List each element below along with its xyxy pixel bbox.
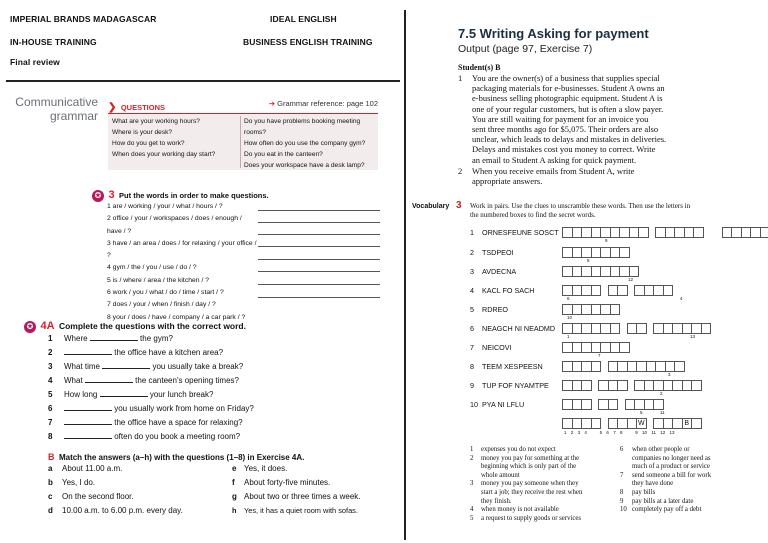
clue-item: 5 a request to supply goods or services	[470, 514, 582, 522]
exercise-4a-title: Complete the questions with the correct word.	[58, 321, 246, 331]
fill-blank[interactable]	[85, 374, 133, 383]
section-line1: Communicative	[15, 95, 98, 109]
review-label: Final review	[10, 57, 60, 67]
box-number: 8	[587, 258, 590, 263]
table-row: Do you have problems booking meeting rooms?	[244, 118, 361, 136]
text-line: one of your regular customers, but is often a slow payer.	[472, 103, 664, 114]
task-2	[458, 166, 758, 186]
list-item: a About 11.00 a.m.	[48, 464, 123, 473]
vocabulary-instructions	[470, 202, 765, 220]
table-divider	[240, 116, 241, 168]
word-10: 10 PYA NI LFLU	[470, 400, 525, 409]
answer-line[interactable]	[258, 210, 380, 211]
student-label: Student(s) B	[458, 63, 501, 72]
text-line: packaging materials for e-businesses. Student A owns an	[472, 83, 665, 94]
exercise-b-number: B	[48, 452, 55, 462]
list-item: 2 the office have a kitchen area?	[48, 348, 224, 357]
box-number: 6	[567, 296, 570, 301]
answer-line[interactable]	[258, 222, 380, 223]
task-2-number: 2	[458, 166, 463, 176]
list-item: f About forty-five minutes.	[232, 478, 331, 487]
list-item: d 10.00 a.m. to 6.00 p.m. every day.	[48, 506, 183, 515]
task-1-text	[472, 73, 758, 165]
clue-item: 9 pay bills at a later date	[620, 497, 694, 505]
word-9: 9 TUP FOF NYAMTPE	[470, 381, 549, 390]
text-line: an email to Student A asking for quick payment.	[472, 154, 637, 165]
list-item: h Yes, it has a quiet room with sofas.	[232, 506, 358, 515]
word-7: 7 NEICOVI	[470, 343, 512, 352]
fill-blank[interactable]	[90, 332, 138, 341]
text-line: e-business selling photographic equipment. Student A is	[472, 93, 663, 104]
school-name: IDEAL ENGLISH	[270, 14, 337, 24]
grammar-reference-text: Grammar reference: page 102	[277, 99, 378, 108]
arrow-right-icon: ➔	[268, 99, 276, 108]
star-icon: ✪	[92, 190, 104, 202]
list-item: 5 How long your lunch break?	[48, 390, 214, 399]
list-item: 1 are / working / your / what / hours / ?	[107, 203, 223, 210]
box-number: 1	[567, 334, 570, 339]
secret-letter: B	[682, 418, 693, 429]
secret-index: 1 2 3 4 5 6 7 8 9 10 11 12 13	[564, 430, 675, 435]
box-number: 11	[660, 410, 665, 415]
box-number: 7	[598, 353, 601, 358]
table-left-column	[112, 116, 238, 160]
text-line: You are still waiting for payment for an invoice you	[472, 113, 649, 124]
word-6: 6 NEAGCH NI NEADMD	[470, 324, 556, 333]
list-item: 3 have / an area / does / for relaxing / your office / ?	[107, 239, 257, 260]
page-title: 7.5 Writing Asking for payment	[458, 26, 649, 41]
list-item: b Yes, I do.	[48, 478, 96, 487]
star-icon: ✪	[24, 321, 36, 333]
section-heading	[14, 95, 98, 123]
box-number: 10	[567, 315, 573, 320]
letter-boxes-6[interactable]	[562, 323, 710, 334]
clues-left	[470, 446, 615, 523]
fill-blank[interactable]	[102, 360, 150, 369]
list-item: 3 What time you usually take a break?	[48, 362, 244, 371]
list-item: 7 does / your / when / finish / day / ?	[107, 301, 216, 309]
box-number: 9	[605, 238, 608, 243]
letter-boxes-2[interactable]	[562, 247, 629, 258]
list-item: 6 you usually work from home on Friday?	[48, 404, 254, 413]
task-1	[458, 73, 758, 165]
text-line: appropriate answers.	[472, 176, 543, 187]
list-item: 4 What the canteen's opening times?	[48, 376, 239, 385]
clue-item: 4 when money is not available	[470, 506, 559, 514]
clue-item: 2 money you pay for something at the beginning which is only part of the whole amount	[470, 454, 580, 479]
page-divider	[404, 10, 406, 540]
table-row: Does your workspace have a desk lamp?	[244, 162, 365, 169]
box-number: 4	[680, 296, 683, 301]
table-row: Where is your desk?	[112, 129, 173, 136]
clue-item: 7 send someone a bill for work they have done	[620, 471, 712, 488]
clue-item: 3 money you pay someone when they start a job; they receive the rest when they finish.	[470, 480, 583, 505]
clue-item: 10 completely pay off a debt	[620, 506, 702, 514]
list-item: 4 gym / the / you / use / do / ?	[107, 264, 197, 272]
clue-item: 6 when other people or companies no longer need as much of a product or service	[620, 446, 711, 471]
page-subtitle: Output (page 97, Exercise 7)	[458, 43, 593, 55]
training-label: IN-HOUSE TRAINING	[10, 37, 97, 47]
text-line: unclear, which leads to delays and mistakes in deliveries.	[472, 134, 667, 145]
answer-line[interactable]	[258, 259, 380, 260]
list-item: 8 often do you book a meeting room?	[48, 432, 241, 441]
box-number: 12	[628, 277, 634, 282]
exercise-3-title: Put the words in order to make questions.	[119, 191, 269, 200]
word-1: 1 ORNESFEUNE SOSCT	[470, 228, 559, 237]
exercise-3-list	[107, 201, 257, 324]
text-line: When you receive emails from Student A, write	[472, 166, 635, 176]
list-item: 7 the office have a space for relaxing?	[48, 418, 243, 427]
text-line: the numbered boxes to find the secret words.	[470, 211, 596, 219]
list-item: 2 office / your / workspaces / does / enough / have / ?	[107, 215, 242, 235]
company-name: IMPERIAL BRANDS MADAGASCAR	[10, 14, 157, 24]
list-item: 5 is / where / area / the kitchen / ?	[107, 276, 210, 284]
clue-item: 8 pay bills	[620, 488, 656, 496]
word-8: 8 TEEM XESPEESN	[470, 362, 543, 371]
list-item: c On the second floor.	[48, 492, 134, 501]
list-item: 6 work / you / what / do / time / start / ?	[107, 289, 224, 297]
word-4: 4 KACL FO SACH	[470, 286, 535, 295]
secret-letter: W	[637, 420, 645, 427]
text-line: sent three months ago for $5,075. Their orders are also	[472, 124, 659, 135]
grammar-reference	[269, 99, 378, 108]
table-row: What are your working hours?	[112, 118, 200, 125]
answer-line[interactable]	[258, 246, 380, 247]
vocabulary-number: 3	[456, 200, 462, 211]
box-number: 3	[668, 372, 671, 377]
exercise-4a-number: 4A	[40, 320, 55, 332]
questions-label: QUESTIONS	[120, 103, 166, 112]
exercise-4a-list	[48, 332, 388, 444]
letter-boxes-7[interactable]	[562, 342, 629, 353]
box-number: 13	[690, 334, 696, 339]
exercise-b-title: Match the answers (a–h) with the questions (1–8) in Exercise 4A.	[58, 453, 305, 462]
table-right-column	[244, 116, 378, 171]
secret-word-boxes[interactable]	[562, 418, 701, 429]
vocabulary-label: Vocabulary	[412, 203, 450, 210]
list-item: g About two or three times a week.	[232, 492, 361, 501]
answer-line[interactable]	[258, 234, 380, 235]
questions-table	[108, 113, 378, 170]
fill-blank[interactable]	[64, 416, 112, 425]
fill-blank[interactable]	[64, 346, 112, 355]
table-row: Do you eat in the canteen?	[244, 151, 323, 158]
list-item: e Yes, it does.	[232, 464, 288, 473]
list-item: 1 Where the gym?	[48, 334, 173, 343]
table-row: When does your working day start?	[112, 151, 216, 158]
clues-right	[620, 446, 765, 515]
course-label: BUSINESS ENGLISH TRAINING	[243, 37, 373, 47]
box-number: 2	[660, 391, 663, 396]
exercise-b-left	[48, 462, 228, 518]
letter-boxes-5[interactable]	[562, 304, 619, 315]
fill-blank[interactable]	[64, 402, 112, 411]
exercise-3-number: 3	[108, 189, 115, 201]
fill-blank[interactable]	[100, 388, 148, 397]
answer-line[interactable]	[258, 297, 380, 298]
section-line2: grammar	[49, 109, 98, 123]
box-number: 5	[640, 410, 643, 415]
letter-boxes-1[interactable]	[562, 227, 768, 238]
letter-boxes-8[interactable]	[562, 361, 684, 372]
task-1-number: 1	[458, 73, 463, 83]
answer-line[interactable]	[258, 284, 380, 285]
text-line: You are the owner(s) of a business that supplies special	[472, 73, 660, 83]
list-item: 8 your / does / have / company / a car park / ?	[107, 313, 246, 321]
word-3: 3 AVDECNA	[470, 267, 517, 276]
letter-boxes-3[interactable]	[562, 266, 638, 277]
text-line: Delays and mistakes cost you money to correct. Write	[472, 144, 656, 155]
clue-item: 1 expenses you do not expect	[470, 446, 556, 453]
text-line: Work in pairs. Use the clues to unscramble these words. Then use the letters in	[470, 202, 691, 210]
word-2: 2 TSDPEOI	[470, 248, 514, 257]
fill-blank[interactable]	[64, 430, 112, 439]
header-divider	[6, 80, 400, 82]
answer-line[interactable]	[258, 271, 380, 272]
letter-boxes-4[interactable]	[562, 285, 672, 296]
letter-boxes-10[interactable]	[562, 399, 663, 410]
table-row: How do you get to work?	[112, 140, 185, 147]
table-row: How often do you use the company gym?	[244, 140, 366, 147]
word-5: 5 RDREO	[470, 305, 508, 314]
chevron-right-icon: ❯	[108, 102, 117, 113]
exercise-b-right	[232, 462, 402, 518]
letter-boxes-9[interactable]	[562, 380, 701, 391]
